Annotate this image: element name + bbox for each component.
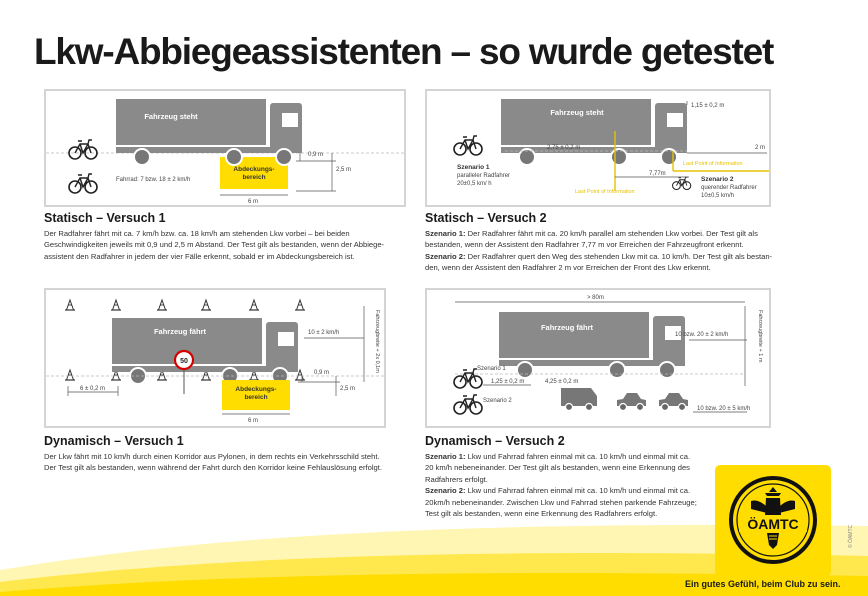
dimension-label: 0,9 m xyxy=(314,370,330,376)
speed-label: Fahrrad: 7 bzw. 18 ± 2 km/h xyxy=(116,177,191,183)
scenario-label: 20±0,5 km/ h xyxy=(457,181,492,187)
dimension-label: 7,77m xyxy=(649,171,666,177)
description-static-1: Der Radfahrer fährt mit ca. 7 km/h bzw. ca. 18 km/h am stehenden Lkw vorbei – bei beiden Geschwindigkeiten jeweils mit 0,9 und 2,5 m Abstand. Der Test gilt als bestanden, wenn der Abbiege- assistent den Radfahrer in jedem der vier Fälle erkennt, sobald er im Abdeckungsbereich ist. xyxy=(44,229,385,261)
truck-icon xyxy=(116,99,302,165)
dimension-label: 4,25 ± 0,2 m xyxy=(545,379,579,385)
scenario-label: paralleler Radfahrer xyxy=(457,173,511,179)
dimension-label: 1,25 ± 0,2 m xyxy=(491,379,525,385)
dimension-label: 2,75 ± 0,2 m xyxy=(547,145,581,151)
scenario-label: Szenario 2 xyxy=(701,176,734,183)
description-dynamic-2: Szenario 1: Lkw und Fahrrad fahren einmal mit ca. 10 km/h und einmal mit ca. 20 km/h nebeneinander. Der Test gilt als bestanden, wenn eine Erkennung des Radfahrers erfolgt. Szenario 2: Lkw und Fahrrad fahren einmal mit ca. 10 km/h und einmal mit ca. 20km/h nebeneinander. Zwischen Lkw und Fahrrad stehen parkende Fahrzeuge; Test gilt als bestanden, wenn eine Erkennung des Radfahrers erfolgt. xyxy=(425,452,697,519)
description-dynamic-1: Der Lkw fährt mit 10 km/h durch einen Korridor aus Pylonen, in dem rechts ein Verkehrsschild steht. Der Test gilt als bestanden, wenn während der Fahrt durch den Korridor keine Fehlauslösung erfolgt. xyxy=(44,452,382,473)
dimension-label: 6 m xyxy=(248,199,259,205)
dimension-label: 6 m xyxy=(248,418,259,424)
diagram-dynamic-test-1 xyxy=(44,288,386,428)
truck-label: Fahrzeug steht xyxy=(550,108,604,117)
speed-sign-icon xyxy=(175,351,193,394)
bicycle-icon xyxy=(454,395,482,414)
heading-static-2: Statisch – Versuch 2 xyxy=(425,211,547,225)
dimension-label: 2 m xyxy=(755,145,766,151)
bicycle-icon xyxy=(673,177,691,189)
last-point-label: Last Point of Information xyxy=(575,189,635,195)
scenario-label: Szenario 1 xyxy=(477,366,506,372)
diagram-static-test-2 xyxy=(425,89,771,207)
bicycle-icon xyxy=(69,174,97,193)
zone-label: bereich xyxy=(242,174,266,181)
slogan: Ein gutes Gefühl, beim Club zu sein. xyxy=(685,579,841,589)
truck-icon xyxy=(499,312,685,378)
last-point-label: Last Point of Information xyxy=(683,161,743,167)
logo-text: ÖAMTC xyxy=(747,516,799,532)
dimension-label: 2,5 m xyxy=(336,167,352,173)
scenario-label: 10±0,5 km/h xyxy=(701,193,734,199)
page-title: Lkw-Abbiegeassistenten – so wurde getestet xyxy=(34,31,774,72)
heading-dynamic-2: Dynamisch – Versuch 2 xyxy=(425,434,565,448)
zone-label: Abdeckungs- xyxy=(235,386,277,393)
heading-static-1: Statisch – Versuch 1 xyxy=(44,211,166,225)
bicycle-icon xyxy=(69,140,97,159)
scenario-label: querender Radfahrer xyxy=(701,185,757,191)
dimension-label: 6 ± 0,2 m xyxy=(80,386,105,392)
speed-sign-label: 50 xyxy=(180,358,188,365)
side-label: Fahrzeugbreite + 2x 0,1m xyxy=(374,310,380,373)
dimension-label: 0,9 m xyxy=(308,152,324,158)
diagram-dynamic-test-2 xyxy=(425,288,771,428)
heading-dynamic-1: Dynamisch – Versuch 1 xyxy=(44,434,184,448)
dimension-label: > 80m xyxy=(587,295,604,301)
scenario-label: Szenario 2 xyxy=(483,398,512,404)
truck-label: Fahrzeug fährt xyxy=(153,327,207,336)
copyright-note: © ÖAMTC xyxy=(848,524,854,548)
oeamtc-logo xyxy=(715,465,831,576)
dimension-label: 2,5 m xyxy=(340,386,356,392)
truck-label: Fahrzeug fährt xyxy=(540,323,594,332)
speed-label: 10 ± 2 km/h xyxy=(308,330,340,336)
speed-label: 10 bzw. 20 ± 5 km/h xyxy=(697,406,751,412)
zone-label: bereich xyxy=(244,394,268,401)
description-static-2: Szenario 1: Der Radfahrer fährt mit ca. 20 km/h parallel am stehenden Lkw vorbei. Der Test gilt als bestanden, wenn der Assistent den Radfahrer 7,77 m vor Erreichen der Fahrzeugfront erkennt. Szenario 2: Der Radfahrer quert den Weg des stehenden Lkw mit ca. 10 km/h. Der Test gilt als bestan- den, wenn der Assistent den Radfahrer 2 m vor Erreichen der Front des Lkw erkennt. xyxy=(425,229,773,273)
side-label: Fahrzeugbreite + 1 m xyxy=(757,310,763,363)
car-icon xyxy=(617,393,646,411)
diagram-static-test-1 xyxy=(44,89,406,207)
truck-label: Fahrzeug steht xyxy=(144,112,198,121)
dimension-label: 1,15 ± 0,2 m xyxy=(691,103,725,109)
bicycle-icon xyxy=(454,136,482,155)
van-icon xyxy=(561,388,597,411)
zone-label: Abdeckungs- xyxy=(233,166,275,173)
car-icon xyxy=(659,393,688,411)
scenario-label: Szenario 1 xyxy=(457,164,490,171)
speed-label: 10 bzw. 20 ± 2 km/h xyxy=(675,332,729,338)
